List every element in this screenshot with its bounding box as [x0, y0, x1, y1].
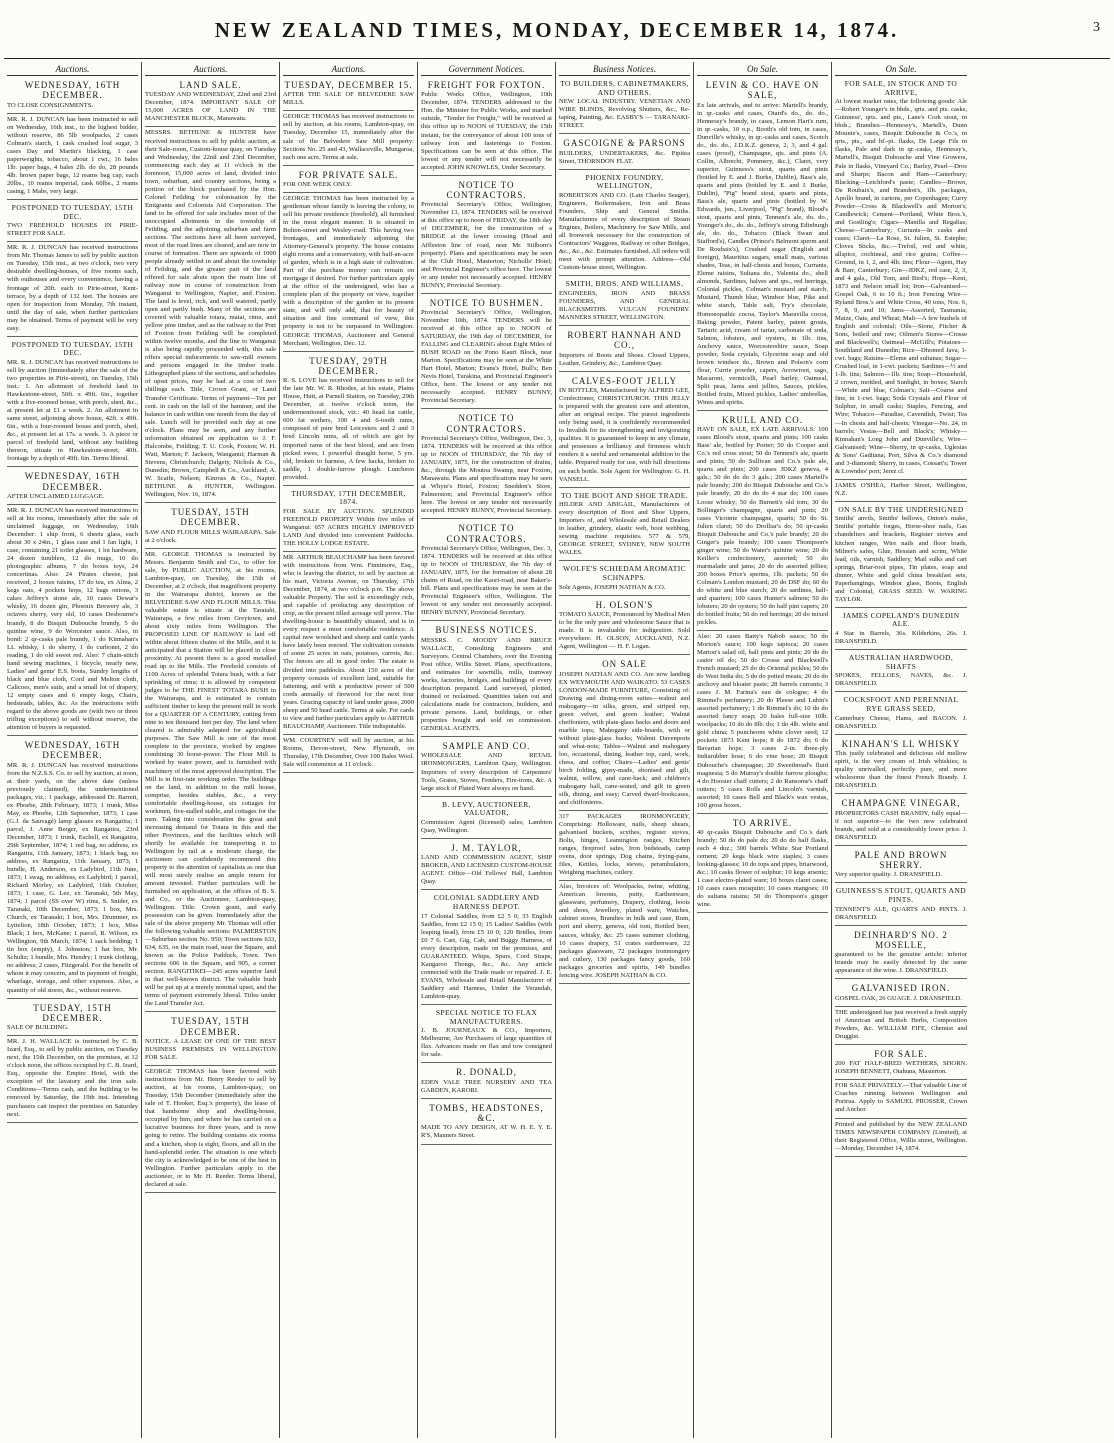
advertisement	[145, 1066, 276, 1192]
ad-heading: WEDNESDAY, 16TH DECEMBER.	[24, 80, 121, 101]
advertisement	[7, 242, 138, 336]
ad-heading: TOMBS, HEADSTONES, &C.	[429, 1102, 544, 1124]
newspaper-title: NEW ZEALAND TIMES, MONDAY, DECEMBER 14, 1874.	[214, 18, 900, 42]
ad-heading: SMITH, BROS. AND WILLIAMS,	[565, 279, 684, 289]
ad-body: ROBERTSON AND CO. (Late Charles Seager), Engineers, Boilermakers, Iron and Brass Founders, Ship and General Smiths. Manufacturers of every description of Steam Engines, Boilers, Machinery for Saw Mills, and all Ironwork necessary for the construction of Contractors' Waggons, Railway or other Bridges, &c., &c., &c. Estimates furnished. All orders will meet with prompt attention. Address—Old Custom-house street, Wellington.	[559, 192, 690, 272]
ad-body: At lowest market rates, the following goods: Ale—Robert Younger's in bhds., qrts. and pts. casks, Guinness', qrts. and pts., Lane's Cork stout, in bhds.; Brandies—Hennessy's, Martell's, Dunn Mounie's, cases, Bisquit Dubouche & Co.'s, in qrts., pts., and hf.-pt. flasks, De Large Fils in flasks, Pale and dark in qr.-casks, Hennessy's, Martell's, Bisquit Dubouche and Vine Growers, Pale in flasks, Vineyard Co.; Barley, Pearl—Dros and Sharps; Bacon and Ham—Canterbury; Blacking—Letchford's paste; Candles—Brown, De Roubaix's, and Brandon's, 1lb. packages, Apollo brand, in cartons, per Copenhagen; Curry Powder—Cross & Blackwell's and Morton's; Candlewick; Cement—Portland, White Bros.'s, and Gostling's; Cigars—Manilla and Regalias; Cheese—Canterbury; Currants—In casks and cases; Claret—La Rose, St. Julien, St. Estephe; Cloves Sticks, &c.—Trefoil, red and white, allspice, cochineal, and rice grains; Coffee—Ground, in 1, 2, and 4lb. tins; Flour—Agent, Hay & Barr, Canterbury; Gin—JDKZ, red case, 2, 3, and 4 gals., Old Tom, and Bird's; Hops—Kent, 1873 and Nelson small lot; Iron—Galvanised—Gospel Oak, 6 to 10 ft.; Iron Fencing Wire—Ryland Bros.'s and White Cross, 40 tons, Nos. 6, 7, 8, 9, and 10; Jams—Assorted, Tasmania; Maize, Oats, and Wheat; Malt—A few bushels of English and colonial; Oils—Stone, Fitcher & Sons, boiled and raw; Oilmen's Stores—Crosse and Blackwell's; Oatmeal—McGill's; Potatoes—Southland and Dunedin; Rice—Dhomed Java, 1-cwt. bags; Raisins—Eleme and sultanas; Sugar—Crushed loaf, in 1-cwt. packets; Sardines—½ and 1-lb. tins; Salmon—1lb. tins; Soap—Household, 2 crown, mottled, and Sunlight, in boxes; Starch—White and blue, Colman's; Salt—Coarse and fine, in 1-cwt. bags; Soda Crystals and Flour of Sulphur, in small casks; Staples, Fencing, and Wire; Tobacco—Paradise, Cavendish, Twist; Tea—In chests and half-chests; Vinegar—No. 24, in barrels; Vestas—Bell and Black's; Whisky—Kinnahan's Long John and Dunville's; Wire—Galvanised; Wine—Sherry, in qr-casks, Uglesias & Sons' Gaditana; Port, Silva & Co.'s diamond and 3-diamond; Sherry, in cases, Cossart's; Tower & Lowndes' port; Jerez cl.	[835, 98, 967, 475]
advertisement	[283, 486, 414, 552]
ad-heading: PHOENIX FOUNDRY, WELLINGTON,	[585, 172, 664, 191]
ad-body: TWO FREEHOLD HOUSES IN PIRIE-STREET FOR SALE.	[7, 222, 138, 238]
advertisement	[835, 1045, 967, 1080]
advertisement	[145, 503, 276, 549]
ad-heading: TO BUILDERS, CABINETMAKERS, AND OTHERS.	[560, 79, 689, 97]
ad-body: Commission Agent (licensed) sales; Lambton Quay, Wellington.	[421, 818, 552, 834]
ad-body: MADE TO ANY DESIGN, AT W. H. E. Y. E. R'S, Manners Street.	[421, 1124, 552, 1140]
column-5	[556, 62, 694, 1438]
ad-heading: LAND SALE.	[179, 80, 242, 90]
ad-heading: ON SALE BY THE UNDERSIGNED	[838, 504, 964, 514]
advertisement	[559, 881, 690, 983]
column-heading: Government Notices.	[421, 62, 552, 76]
advertisement	[559, 811, 690, 881]
ad-body: IN BOTTLES, Manufactured by ALFRED GEE, Confectioner, CHRISTCHURCH. THIS JELLY is prepared with the greatest care and attention, after an original recipe. The purest ingredients only being used, it is confidently recommended to Invalids for its strengthening and invigorating qualities. It is guaranteed to keep in any climate, and possesses a brilliancy and firmness which renders it a useful and ornamental addition to the table. Prepared ready for use, with full directions on each bottle. Sole Agent for Wellington: G. H. VANSELL.	[559, 387, 690, 483]
ad-heading: THURSDAY, 17TH DECEMBER, 1874.	[291, 488, 406, 507]
advertisement	[835, 883, 967, 925]
advertisement	[145, 76, 276, 127]
ad-body: MR. GEORGE THOMAS is instructed by Messrs. Benjamin Smith and Co., to offer for sale, by PUBLIC AUCTION, at his rooms, Lambton-quay, on Tuesday, the 15th of December, at 2 o'clock, that magnificent property in the Wairarapa district, known as the BELVEDERE SAW AND FLOUR MILLS. This valuable estate is situate at the Taratahi, Wairarapa, a few miles from Greytown, and about sixty miles from Wellington. The PROPOSED LINE OF RAILWAY is laid off within about fifteen chains of the Mills, and it is anticipated that a Station will be placed in close proximity. At present there is a good metalled road up to the Mills. The Freehold consists of 1100 Acres of splendid Totara bush, with a fair sprinkling of rimu; it is allowed by competent judges to be THE FINEST TOTARA BUSH in the Wairarapa, and is estimated to contain sufficient timber to keep the present mill in work for a QUARTER OF A CENTURY, cutting from nine to ten thousand feet per day. The land when cleared is admirably adapted for agricultural purposes. The Saw Mill is one of the most complete in the province, worked by engines combining 30 horse-power. The Flour Mill is worked by water power, and is furnished with machinery of the most approved description. The Mill is in first-rate working order. The buildings on the land, in addition to the mill house, comprise, besides stables, &c., a very comfortable dwelling-house, six cottages for workmen, five-stalled stable, and cottages for the men. Taking into consideration the great and increasing demand for Totara in this and the other Provinces, and the facilities which will shortly be available for transporting it to Wellington by rail at a moderate charge, the auctioneer can confidently recommend this property to the attention of capitalists as one that will most surely realise an ample return for amount invested. Further particulars will be furnished on application, at the offices of B. S. and Co., or the Auctioneer, Lambton-quay, Wellington. Title: Crown grant, and early possession can be given. Immediately after the sale of the above property Mr. Thomas will offer the following valuable sections: PALMERSTON—Suburban section No. 950; Town sections 633, 634, 635, on the main road, near the Square, and known as the Police Paddock, Town. Two sections 606 in the Square, and 905, a corner section. RANGITIKEI—245 acres superior land in that well-known district. The valuable bush will be put up at a merely nominal upset, and the terms of payment extremely liberal. Titles under the Land Transfer Act.	[145, 550, 276, 1008]
ad-body: ENGINEERS, IRON AND BRASS FOUNDERS, AND GENERAL BLACKSMITHS. VULCAN FOUNDRY. MANNERS STREET, WELLINGTON.	[559, 289, 690, 322]
ad-body: 40 qr-casks Bisquit Dubouche and Co.'s dark brandy; 50 do do pale do; 20 do do half flasks, each 4 doz.; 300 barrels White Star Portland cement; 20 kegs black wire staples; 3 cases looking-glasses; 10 do tops and pipes, briarwood, &c.; 10 casks flower of sulphur; 10 kegs arsenic; 1 case electro-plated ware; 10 boxes claret cases; 10 cases cases mosquito; 10 cases mangoes; 10 do sultana raisins; 50 do Thompson's ginger wine.	[697, 829, 828, 909]
ad-body: FOR SALE BY AUCTION. SPLENDID FREEHOLD PROPERTY Within five miles of Wanganui. 657 ACRES HIGHLY IMPROVED LAND And divided into convenient Paddocks. THE HOLLY LODGE ESTATE.	[283, 507, 414, 548]
column-1	[4, 62, 142, 1438]
ad-body: 17 Colonial Saddles, from £2 5 0; 33 English Saddles, from £2 15 0; 15 Ladies' Saddles (with leaping head), from £5 10 0; 120 Bridles, from £0 7 6. Cart, Gig, Cab, and Buggy Harness, of every description, made on the premises, and GUARANTEED. Whips, Spurs, Cord Straps, Kangaroo Thongs, &c., &c. Any article connected with the Trade made or repaired. J. E. EVANS, Wholesale and Retail Manufacturer of Saddlery and Harness, Under the Verandah, Lambton-quay.	[421, 912, 552, 1000]
advertisement	[697, 411, 828, 631]
advertisement	[835, 502, 967, 608]
ad-body: Public Works Office, Wellington, 10th December, 1874. TENDERS addressed to the Hon. the Minister for Public Works, and marked outside, "Tender for Freight," will be received at this office up to NOON of TUESDAY, the 15th instant, for the conveyance of about 100 tons of railway iron and fastenings to Foxton. Specifications can be seen at this office. The lowest or any tender will not necessarily be accepted. JOHN KNOWLES, Under Secretary.	[421, 91, 552, 171]
ad-body: FOR ONE WEEK ONLY.	[283, 180, 352, 188]
ad-body: Ex late arrivals, and to arrive: Martell's brandy, in qr.-casks and cases, Otard's do., do. do., Hennessy's brandy, in cases, Lemon Hart's rum, in qr.-casks, 10 o.p., Booth's old tom, in cases, Dunville's whisky, in qr.-casks and cases, Scotch do., do. do., J.D.K.Z. geneva, 2, 3, and 4 gal. cases (proof), Champagne, qts. and pints (A. Collin, Albrecht, Pommery, &c.), Claret, very superior, Guinness's stout, quarts and pints (bottled by E. and J. Burke, Dublin), Bass's ale, quarts and pints (bottled by E. and J. Burke, Dublin), "Pig" brand stout, quarts and pints, Bass's ale, quarts and pints (bottled by W. Edwards, jun., Liverpool, "Pig" brand), Blood's stout, quarts and pints, Tennent's ale, do. do., Younger's do., do. do., Jeffrey's strong Edinburgh ale, do. do., Tobacco (Black Swan and Stafford's), Candles (Prince's Belmont sperm and De Roubaix's), Crushed sugar (English and foreign), Mauritius sugars, small mats, various shades, Teas, in half-chests and boxes, Currants, Eleme raisins, Sultana do., Valentia do., shell almonds, Sardines, halves and qrs., red herrings, Colonial pickles, Colman's mustard and starch, Mustard, Thumb blue, Windsor blue, Pike and white starch, Table salt, Fry's chocolate, Homoeopathic cocoa, Taylor's Maravilla cocoa, Baking powder, Patent barley, patent groats, Tartaric acid, cream of tartar, carbonate of soda, Salmon, lobsters, and oysters, in 1lb. tins, Anchovy sauce, Worcestershire sauce, Soap powder, Soda crystals, Glycerine soap and old brown windsor do., Brown and Polson's corn flour, Currie powder, capers, Arrowroot, sago, Macaroni, vermicelli, Pearl barley, Oatmeal, Split peas, Jams and jellies, Sauces, pickles, Bottled fruits, Mixed pickles, Ladies' umbrellas, Wines and spirits.	[697, 101, 828, 406]
advertisement	[559, 276, 690, 326]
ad-heading: TUESDAY, 15TH DECEMBER.	[33, 1002, 112, 1023]
advertisement	[421, 797, 552, 839]
advertisement	[835, 1080, 967, 1118]
ad-heading: TUESDAY, 29TH DECEMBER.	[309, 355, 388, 376]
advertisement	[145, 127, 276, 502]
ad-heading: TUESDAY, DECEMBER 15.	[284, 80, 413, 90]
ad-body: Sole Agents, JOSEPH NATHAN & CO.	[559, 583, 666, 591]
advertisement	[421, 294, 552, 410]
advertisement	[835, 926, 967, 980]
advertisement	[283, 111, 414, 165]
ad-body: This justly celebrated and delicious old mellow spirit, is the very cream of Irish whiskies; is quality unrivalled, perfectly pure, and more wholesome than the finest French Brandy. J. DRANSFIELD.	[835, 750, 967, 790]
newspaper-columns	[4, 62, 1110, 1438]
ad-heading: TO THE BOOT AND SHOE TRADE.	[561, 490, 688, 500]
ad-body: WHOLESALE AND RETAIL IRONMONGERS, Lambton Quay, Wellington. Importers of every description of Carpenters' Tools, Grates, Stoves, Fenders, Fire-irons, &c. A large stock of Plated Ware always on hand.	[421, 752, 552, 792]
ad-body: Printed and published by the NEW ZEALAND TIMES NEWSPAPER COMPANY (Limited), at their Registered Office, Willis street, Wellington.—Monday, December 14, 1874.	[835, 1120, 967, 1152]
ad-body: JAMES O'SHEA, Harbor Street, Wellington, N.Z.	[835, 481, 967, 497]
advertisement	[283, 352, 414, 486]
ad-body: 317 PACKAGES IRONMONGERY, Comprising: Holloware, nails, sheep shears, galvanised buckets, scythes, register stoves, Bolts, hinges, Leamington ranges, Kitchen ranges, fireproof safes, Iron bedsteads, camp ovens, door springs, Dog chains, frying-pans, files, Kettles, locks, sieves, perambulators, Weighing machines, cutlery.	[559, 813, 690, 877]
ad-body: 200 FAT HALF-BRED WETHERS, SHORN. JOSEPH BENNETT, Otahuna, Masterton.	[835, 1060, 967, 1076]
ad-body: MR. R. J. DUNCAN has received instructions to sell at his rooms, immediately after the sale of unclaimed luggage, on Wednesday, 16th December: 1 ship front, 6 sheets glass, each about 30 x 24in., 1 glass case and 1 fan light, 1 case, containing 21 toilet glasses, 1 lot hardware, 24 dozen tumblers, 12 do mugs, 10 do photographic albums, 7 do boxes toys, 24 concertinas. Also: 24 Pirates cheese, just received, 2 boxes raisins, 17 do tea, ex Alma, 2 kegs oats, 4 pockets hops, 12 bags onions, 3 cakes Jeffrey's stone ale, 10 cases Dewar's whisky, 16 dozen gin, Phoenix Brewery ale, 3 octaves sherry, very old, 10 cases Desbourne's brandy, 8 do Bisquit Dubouche brandy, 5 do quinine wine, 9 do Worcester sauce. Also, in bond: 2 qr-casks pale brandy, 1 do Kinnahan's LL whisky, 1 do sherry, 1 do curbonet, 2 do reading, 1 do old sweet red. Also: 7 chain-stitch hand sewing machines, 1 bicycle, nearly new, Ladies' and gents' E.S. boots, Sundry lengths of black and blue cloth, Cord and Melton cloth, Calicoes, men's suits, and a small lot of drapery, 12 empty cases and 6 empty kegs, Chairs, bedsteads, tables, &c. As the instructions with regard to the above goods are (with two or three trifling exceptions) to sell without reserve, the attention of buyers is requested.	[7, 507, 138, 731]
ad-heading: SPECIAL NOTICE TO FLAX MANUFACTURERS.	[435, 1007, 538, 1026]
ad-body: MESSRS. BETHUNE & HUNTER have received instructions to sell by public auction, at their Sale-room, Custom-house quay, on Tuesday and Wednesday, the 22nd and 23rd December, commencing each day at 11 o'clock in the forenoon, 15,000 acres of land, divided into town, suburban, and country sections, being a portion of the block purchased by the Hon. Colonel Feilding for colonisation by the Emigrants and Colonists Aid Corporation. The land to be offered for sale includes most of the unoccupied allotments in the township of Feilding, and the adjoining suburban and farm sections. The sections have all been surveyed, most of the road lines are cleared, and are now in course of formation. There are upwards of 1000 people already settled in and about the township of Feilding, and the greater part of the land offered for sale abuts upon the main line of railway now in course of construction from Wanganui to Wellington, Napier, and Foxton. The land is level, rich, and well watered, partly open and partly bush. Many of the sections are covered with valuable totara, matai, rimu, and yellow pine timber, and as the railway to the Port of Foxton from Feilding will be completed within twelve months, and the line to Wanganui is also being rapidly proceeded with, this sale offers special inducements to saw-mill owners and persons engaged in the timber trade. Lithographed plans of the sections, and schedules of upset prices, may be had at a cost of two shillings each. Title, Crown Grant, or Land Transfer Certificate. Terms of payment—Ten per cent. in cash on the fall of the hammer, and the balance in cash within one month from the day of sale. Lunch will be provided each day at one o'clock. Plans may be seen, and any further information obtained on application to J. F. Halcombe, Feilding; T. U. Cook, Foxton; W. H. Watt, Marton; F. Jackson, Wanganui; Harman & Stevens, Christchurch; Dalgety, Nichols & Co., Dunedin; Brown, Campbell & Co., Auckland; A. W. Scaife, Nelson; Kinross & Co., Napier. BETHUNE & HUNTER, Wellington. Wellington, Nov. 16, 1874.	[145, 129, 276, 498]
ad-heading: H. OLSON'S	[595, 599, 654, 610]
column-2	[142, 62, 280, 1438]
advertisement	[697, 814, 828, 914]
advertisement	[697, 631, 828, 814]
advertisement	[421, 519, 552, 621]
advertisement	[421, 1063, 552, 1098]
ad-heading: COLONIAL SADDLERY AND HARNESS DEPOT.	[433, 893, 540, 911]
advertisement	[835, 650, 967, 692]
ad-heading: NOTICE TO CONTRACTORS.	[446, 523, 527, 544]
ad-body: HILDER AND ABIGAIL, Manufacturers of every description of Boot and Shoe Uppers, Importers of, and Wholesale and Retail Dealers in leather, grindery, elastic web, boot webbing, sewing machine requisites. 577 & 579, GEORGE STREET, SYDNEY, NEW SOUTH WALES.	[559, 501, 690, 557]
ad-body: NEW LOCAL INDUSTRY. VENETIAN AND WIRE BLINDS, Revolving Shutters, &c., Re-taping, Painting, &c. EASBY'S — TARANAKI-STREET.	[559, 98, 690, 130]
ad-body: Also: 20 cases Batty's Nabob sauce; 50 do Morton's sauce; 100 kegs tapioca; 20 cases Marton's salad oil, half pints and pints; 20 do do castor oil do; 50 do Crosse and Blackwell's French mustard; 25 do do Oriental pickles; 50 do do West India do; 5 do do potted meats; 20 do do anchovy and bloater paste; 28 barrels currants; 3 cases J. M. Farina's eau de cologne; 4 do Rimmel's perfumery; 20 do Pleese and Lubin's assorted perfumery; 1 do Rimmel's do; 10 do do assorted fancy soap; 20 bales full-size 10lb. woolpacks; 10 do do 8lb. do; 1 do 4lb. white and gold china; 5 puncheons white clover seed; 12 pockets 1873 Kent hops; 8 do 1872 do; 6 do Bavarian hops; 3 cases 2-in. three-ply Indiarubber hose; 6 do vine hose; 20 Bisquit Dubouche's champagne; 20 Sweetbread's fluid magnesia; 5 do Murray's double furrow ploughs; 4 do Hoosier chaff cutters; 2 do Ransome's chaff cutters; 5 cases Rolls and Lincoln's varnish, assorted; 10 cases Bell and Black's wax vestas, 100 gross boxes.	[697, 633, 828, 809]
advertisement	[283, 552, 414, 735]
ad-body: NOTICE. A LEASE OF ONE OF THE BEST BUSINESS PREMISES IN WELLINGTON FOR SALE.	[145, 1038, 276, 1062]
advertisement	[421, 1099, 552, 1145]
column-heading: On Sale.	[835, 62, 967, 76]
ad-body: Provincial Secretary's Office, Wellington, Dec. 3, 1874. TENDERS will be received at this office up to NOON of THURSDAY, the 7th day of JANUARY, 1875, for the formation of about 28 chains of Road, on the Kaori-road, near Baker's-hill. Plans and specifications may be seen at the Provincial Engineer's office, Wellington. The lowest or any tender not necessarily accepted. HENRY BUNNY, Provincial Secretary.	[421, 545, 552, 617]
column-heading: Auctions.	[283, 62, 414, 76]
ad-body: THE undersigned has just received a fresh supply of American and British Herbs, Composition Powders, &c. WILLIAM FIFE, Chemist and Druggist.	[835, 1008, 967, 1040]
ad-body: J. B. JOURNEAUX & CO., Importers, Melbourne, Are Purchasers of large quantities of flax. Advances made on flax and tow consigned for sale.	[421, 1027, 552, 1059]
ad-heading: LEVIN & CO. HAVE ON SALE,	[705, 80, 820, 101]
ad-body: Importers of Boots and Shoes. Closed Uppers, Leather, Grindery, &c., Lambton Quay.	[559, 351, 690, 367]
ad-heading: WOLFE'S SCHIEDAM AROMATIC SCHNAPPS.	[562, 564, 687, 583]
ad-body: AFTER UNCLAIMED LUGGAGE.	[7, 493, 105, 501]
ad-body: TOMATO SAUCE, Pronounced by Medical Men to be the only pure and wholesome Sauce that is made. It is invaluable for indigestion. Sold everywhere. H. OLSON, AUCKLAND, N.Z. Agent, Wellington — H. F. Logan.	[559, 611, 690, 651]
advertisement	[697, 76, 828, 411]
advertisement	[835, 480, 967, 502]
column-4	[418, 62, 556, 1438]
ad-heading: ON SALE	[602, 659, 647, 670]
ad-heading: NOTICE TO CONTRACTORS.	[446, 179, 527, 200]
advertisement	[421, 737, 552, 797]
ad-body: Provincial Secretary's Office, Wellington, November 13, 1874. TENDERS will be received at this office up to noon of FRIDAY, the 18th day of DECEMBER, for the construction of a BRIDGE at the lower crossing (Head and Affleston line of road, near Mr. Stilborn's property). Plans and specifications may be seen at the Club Hotel, Masterton; Nicholls' Hotel; and Provincial Engineer's office here. The lowest or any tender not necessarily accepted. HENRY BUNNY, Provincial Secretary.	[421, 201, 552, 289]
ad-body: WM. COURTNEY will sell by auction, at his Rooms, Devon-street, New Plymouth, on Thursday, 17th December, Over 100 Bales Wool. Sale will commence at 11 o'clock.	[283, 736, 414, 768]
ad-body: MR. ARTHUR BEAUCHAMP has been favored with instructions from Wm. Finnimore, Esq., who is leaving the district, to sell by auction at his mart, Victoria Avenue, on Thursday, 17th December, 1874, at two o'clock p.m. The above valuable Property. The soil is exceedingly rich, and capable of producing any description of crop, as the present tilled acreage will prove. The dwelling-house is beautifully situated, and is in every respect a most comfortable residence. A capital new woolshed and sheep and cattle yards have lately been erected. The cultivation consists of some 25 acres in oats, potatoes, carrots, &c. The fences are all in good order. The estate is divided into paddocks. About 150 acres of the property consists of excellent land, suitable for fattening, and with a productive power of 500 cords annually of firewood for the next four years. Grazing capacity of land under grass, 2000 sheep and 50 head cattle. Terms at sale. For cards to view and further particulars apply to ARTHUR BEAUCHAMP, Auctioneer. Title indisputable.	[283, 554, 414, 730]
advertisement	[421, 621, 552, 737]
advertisement	[421, 839, 552, 890]
advertisement	[7, 1036, 138, 1122]
advertisement	[283, 735, 414, 773]
column-heading: Auctions.	[7, 62, 138, 76]
ad-body: JOSEPH NATHAN AND CO. Are now landing EX WEYMOUTH AND WAIKATO. 53 CASES LONDON-MADE FURNITURE, Consisting of: Drawing and dining-room suites—walnut and mahogany—in silks, green, and striped rep, green velvet, and green leather; Walnut cheffoniers, with plate-glass backs and doors and marble tops; Mahogany side-boards, with or without plate-glass backs; Walnut Davenports and what-nots; Tables—Walnut and mahogany loo, occasional, dining, leather top, card, work, chess, and coffee; Chairs—Ladies' and gents' birch folding, gipsy-made, ebonised and gilt, walnut, willow, and cane-back; and children's mahogany hall, cane-seated, and gilt in green silk, dining, and easy; Carved dwarf-bookcases, and chiffonieres.	[559, 670, 690, 807]
ad-body: SALE OF BUILDING.	[7, 1024, 69, 1032]
ad-body: R. S. LOVE has received instructions to sell for the late Mr. W. R. Rhodes, at his estate, Plains House, Hutt, at Parnell Station, on Tuesday, 29th December, at twelve o'clock noon, the undermentioned stock, viz.: 40 head fat cattle, 600 fat wethers, 100 4 and 6-tooth rams, composed of pure bred Leicesters and 2 and 3 bred Lincoln rams, all of which are got by imported rams of the best blood, and are from picked ewes, 1 powerful draught horse, 5 yrs. old, broken to harness, A few hacks, broken to saddle, 1 double-furrow plough. Luncheon provided.	[283, 377, 414, 481]
ad-heading: COCKSFOOT AND PERENNIAL RYE GRASS SEED,	[843, 695, 959, 713]
advertisement	[559, 372, 690, 488]
ad-heading: PALE AND BROWN SHERRY.	[854, 849, 948, 870]
ad-heading: SAMPLE AND CO.	[442, 741, 531, 752]
advertisement	[559, 561, 690, 595]
advertisement	[835, 1007, 967, 1045]
ad-heading: WEDNESDAY, 16TH DECEMBER.	[24, 471, 121, 492]
advertisement	[7, 467, 138, 505]
advertisement	[421, 890, 552, 1005]
ad-body: FOR SALE PRIVATELY.—That valuable Line of Coaches running between Wellington and Porirua. Apply to SAMUEL PROSSER, Crown and Anchor.	[835, 1082, 967, 1114]
ad-body: LAND AND COMMISSION AGENT, SHIP BROKER, AND LICENSED CUSTOM-HOUSE AGENT. Office—Old Fellows' Hall, Lambton Quay.	[421, 854, 552, 886]
ad-body: GEORGE THOMAS has been instructed by a gentleman whose family is leaving the colony, to sell his private residence (freehold), all furnished in the most elegant manner. It is situated in Bolton-street and Wesley-road. This having two frontages, and immediately adjoining the Attorney-General's property. The house contains eight rooms and a conservatory, with half-an-acre of garden, which is in a high state of cultivation. Part of the purchase money can remain on mortgage if desired. For further particulars apply at the office of the undersigned, who has a complete plan of the property on view, together with a description of the garden in its present state, and will only add, that for beauty of situation and fine command of view, this property is not to be surpassed in Wellington. GEORGE THOMAS, Auctioneer and General Merchant, Wellington, Dec. 12.	[283, 194, 414, 347]
ad-heading: FOR SALE, IN STOCK AND TO ARRIVE,	[844, 79, 958, 97]
advertisement	[835, 1119, 967, 1157]
advertisement	[559, 488, 690, 562]
advertisement	[7, 736, 138, 999]
advertisement	[835, 735, 967, 795]
ad-body: SAW AND FLOUR MILLS WAIRARAPA. Sale at 2 o'clock.	[145, 528, 276, 544]
ad-heading: B. LEVY, AUCTIONEER, VALUATOR,	[442, 799, 531, 818]
ad-heading: AUSTRALIAN HARDWOOD, SHAFTS	[848, 653, 954, 671]
column-heading: Business Notices.	[559, 62, 690, 76]
ad-body: MESSRS. C. MOODY AND BRUCE WALLACE, Consulting Engineers and Surveyors. Central Chambers, over the Evening Post office, Willis Street. Plans, specifications, and estimates for sawmills, mills, tramway works, factories, bridges, and buildings of every description prepared. Land surveyed, plotted, drained or reclaimed. Quantities taken out and calculations made for contractors, builders, and private persons. Land, buildings, or other properties bought and sold on commission. GENERAL AGENTS.	[421, 636, 552, 733]
masthead	[0, 0, 1114, 62]
ad-body: PROPRIETORS CASH BRANDY, fully equal—if not superior—to the two new celebrated brands, and sold at a considerably lower price. J. DRANSFIELD.	[835, 809, 967, 841]
ad-heading: POSTPONED TO TUESDAY, 15TH DEC.	[11, 203, 134, 221]
ad-body: Very superior quality. J. DRANSFIELD.	[835, 871, 943, 879]
advertisement	[421, 1005, 552, 1063]
column-heading: On Sale.	[697, 62, 828, 76]
ad-body: Provincial Secretary's Office, Wellington, Dec. 3, 1874. TENDERS will be received at this office up to NOON of THURSDAY, the 7th day of JANUARY, 1875, for the construction of drains, &c., through the Moutoa Swamp, near Foxton, Manawatu. Plans and specifications may be seen at Whyte's Hotel, Foxton; Sneddon's Store, Palmerston; and Provincial Engineer's office here. The lowest or any tender not necessarily accepted. HENRY BUNNY, Provincial Secretary.	[421, 435, 552, 515]
ad-body: AFTER THE SALE OF BELVEDERE SAW MILLS.	[283, 91, 414, 107]
advertisement	[559, 170, 690, 277]
ad-body: TENNENT'S ALE, QUARTS AND PINTS. J. DRANSFIELD.	[835, 905, 967, 921]
advertisement	[835, 76, 967, 480]
advertisement	[559, 596, 690, 656]
ad-heading: J. M. TAYLOR,	[451, 842, 522, 853]
advertisement	[421, 409, 552, 519]
ad-body: guaranteed to be the genuine article; inferior brands may be easily detected by the same appearance of the wine. J. DRANSFIELD.	[835, 951, 967, 975]
page-number: 3	[1093, 20, 1100, 35]
ad-body: BUILDERS, UNDERTAKERS, &c. Pipitea Street, THORNDON FLAT.	[559, 149, 690, 165]
ad-body: Smiths' anvils, Smiths' bellows, Onion's make, Smiths' portable forges, Horse-shoe nails, Gas chandeliers and brackets, Register stoves and kitchen ranges, Wire nails and floor brads, Milner's safes, Glue, Hessian and scrim, White lead, oils, varnish, Saddlery, Mail sulks and cart springs, Briar-root pipes, Tin plates, soap and dinner, White and gold china breakfast sets, Paperhangings, Windsor glass, Boots, English and Colonial, GRASS SEED. W. WARING TAYLOR.	[835, 515, 967, 603]
ad-body: GEORGE THOMAS has received instructions to sell by auction, at his rooms, Lambton-quay, on Tuesday, December 15, immediately after the sale of the Belvedere Saw Mill property: Sections No. 25 and 43, Wallaceville, Mungaroa, each one acre. Terms at sale.	[283, 113, 414, 161]
ad-heading: FREIGHT FOR FOXTON.	[427, 80, 546, 90]
masthead-rule	[4, 58, 1110, 59]
ad-heading: KRULL AND CO.	[722, 414, 803, 425]
ad-body: GOSPEL OAK, 26 GUAGE. J. DRANSFIELD.	[835, 994, 963, 1002]
ad-body: MR. R. J. DUNCAN has received instructions to sell by auction (immediately after the sale of the two properties in Pirie-street), on Tuesday, 15th inst.: 1. An allotment of freehold land in Hawkestone-street, 50ft. x 49ft. 6in., together with a five-roomed house, with porch, shed, &c., at present let at £1 a week. 2. An allotment in same street, adjoining above house, 42ft. x 49ft. 6in., with a four-roomed house and porch, shed, &c., at present let at 17s. a week. 3. A piece or parcel of freehold land, without any building thereon, situate in Hawkestone-street, 40ft. frontage by a depth of 49ft. 6in. Terms liberal.	[7, 358, 138, 463]
advertisement	[7, 505, 138, 736]
advertisement	[559, 655, 690, 811]
advertisement	[835, 608, 967, 650]
ad-body: MR. R. J. DUNCAN has been instructed to sell on Wednesday, 16th inst., to the highest bidder, without reserve, 86 5lb woolpacks, 2 cases Colman's starch, 1 cask crushed loaf sugar, 3 cases Day and Martin's blacking, 1 case paperweights, tobacco, about 1 cwt., 16 bales 1lb. paper bags, 4 bales 2lb. do do, 28 pounds 4lb. brown paper bags, 12 reams bag cap, each 20lbs., 10 reams imperial, cask 60lbs., 2 reams casing, 1 Mabs, very large.	[7, 115, 138, 195]
column-6	[694, 62, 832, 1438]
ad-body: 4 Star in Barrels, 36s. Kilderkins, 26s. J. DRANSFIELD.	[835, 630, 967, 646]
advertisement	[835, 692, 967, 734]
ad-body: MR. R. J. DUNCAN has received instructions from Mr. Thomas James to sell by public auction on Tuesday, 15th inst., at two o'clock, two very desirable dwelling-houses, of five rooms each, with outhouses and every convenience, having a frontage of 20ft. each to Pirie-street, Kent-terrace, by a depth of 132 feet. The houses are open for inspection from Monday, 7th instant, until the day of sale, when further particulars may be obtained. Terms of payment will be very easy.	[7, 244, 138, 332]
advertisement	[145, 549, 276, 1013]
ad-heading: GALVANISED IRON.	[851, 983, 951, 994]
ad-heading: NOTICE TO CONTRACTORS.	[446, 413, 527, 434]
ad-body: TUESDAY AND WEDNESDAY, 22nd and 23rd December, 1874. IMPORTANT SALE OF 15,000 ACRES OF LAND IN THE MANCHESTER BLOCK, Manawatu.	[145, 91, 276, 123]
advertisement	[283, 76, 414, 111]
ad-body: EDEN VALE TREE NURSERY AND TEA GARDEN, KARORI.	[421, 1078, 552, 1094]
ad-body: Provincial Secretary's Office, Wellington, November 10th, 1874. TENDERS will be received at this office up to NOON of SATURDAY, the 19th day of DECEMBER, for FALLING and CLEARING about Eight Miles of BUSH ROAD on the Pono Kauri Block, near Marton. Specifications may be seen at the White Hart Hotel, Marton; Evans's Hotel, Bull's; Ben Nevis Hotel, Turakina, and Provincial Engineer's Office, here. The lowest or any tender not necessarily accepted. HENRY BUNNY, Provincial Secretary.	[421, 309, 552, 405]
ad-body: Also, Invoices of: Woolpacks, twine, whiting, American brooms, putty, Earthenware, glassware, perfumery, Drapery, clothing, boots and shoes, Jewellery, plated ware, Watches, cabinet stores, Brandies in bulk and case, Rum, port and sherry, geneva, old tom, Bottled beer, sauces, whisky, &c. 25 cases summer clothing, 10 cases drapery, 51 crates earthenware, 22 packages glassware, 72 packages ironmongery and cutlery, 130 packages fancy goods, 160 packages groceries and spirits, 149 bundles fencing wire. JOSEPH NATHAN & CO.	[559, 883, 690, 979]
ad-body: MR. R. J. DUNCAN has received instructions from the N.Z.S.S. Co. to sell by auction, at noon, at their yards, on the above date (unless previously claimed), the undermentioned packages, viz.: 1 package, addressed Dr. Barrett, ex Phoebe, 28th February, 1873; 1 trunk, Miss May, ex Phoebe, 12th September, 1873; 1 case (G.J. da Sauvagé) lamp glasses ex Rangatira; 1 parcel, J. Anne Berger, ex Rangatira, 23rd December, 1873; 1 trunk, Eschell, ex Rangatira, 29th September, 1874; 1 red bag, no address, ex Rangatira, 11th January, 1873; 1 black bag, no address, ex Rangatira, 11th January, 1873; 1 bundle, H. Anderson, ex Ladybird, 11th June, 1873; 1 swag, no address, ex Ladybird; 1 parcel, Richard Morley, ex Ladybird, 16th October, 1873; 1 case, G. Lee, ex Taranaki, 5th May, 1874; 1 parcel (SS over W) rims, S. Snider, ex Taranaki, 10th December, 1873; 1 box, Mrs. Church, ex Taranaki; 1 box, Mrs. Drummer, ex Lyttelton, 18th October, 1873; 1 box, Miss Black; 1 box, McKane; 1 parcel, R. Wilson, ex Wellington, 9th March, 1874; 1 sack bedding; 1 tin box (empty), J. Johnston; 1 hat box, Mr. Schultz; 1 bundle, Mrs. Hendry; 1 trunk clothing, no address; 2 cases, Fitzgerald. For the benefit of whom it may concern, and in payment of freight, wharfage, storage, and other expenses. Also, a quantity of old stores, &c., without reserve.	[7, 761, 138, 994]
advertisement	[559, 326, 690, 372]
ad-heading: R. DONALD,	[456, 1067, 517, 1078]
ad-heading: JAMES COPELAND'S DUNEDIN ALE.	[842, 610, 960, 629]
ad-heading: CHAMPAGNE VINEGAR,	[841, 798, 961, 809]
ad-body: GEORGE THOMAS has been favored with instructions from Mr. Henry Reeder to sell by auction, at his rooms, Lambton-quay, on Tuesday, 15th December (immediately after the sale of T. Hooker, Esq.'s property), the lease of that handsome shop and dwelling-house, occupied by him, and where he has carried on a lucrative business for three years, and is now going to retire. The building contains six rooms and a kitchen, shop is eight, floors, and all in the hand-splendid order. The situation is one which the city is acknowledged to be one of the best in Wellington. Further particulars apply to the auctioneer, or to Mr. H. Reeder. Terms liberal, declared at sale.	[145, 1068, 276, 1188]
advertisement	[145, 1012, 276, 1066]
ad-body: TO CLOSE CONSIGNMENTS.	[7, 101, 94, 109]
column-3	[280, 62, 418, 1438]
ad-heading: WEDNESDAY, 16TH DECEMBER.	[24, 739, 121, 761]
advertisement	[421, 76, 552, 176]
column-heading: Auctions.	[145, 62, 276, 76]
ad-heading: BUSINESS NOTICES.	[435, 625, 538, 636]
ad-heading: TUESDAY, 15TH DECEMBER.	[171, 506, 250, 528]
ad-heading: KINAHAN'S LL WHISKY	[841, 738, 961, 749]
advertisement	[7, 337, 138, 468]
ad-heading: ROBERT HANNAH AND CO.,	[567, 330, 682, 351]
advertisement	[835, 979, 967, 1006]
ad-heading: FOR PRIVATE SALE.	[298, 169, 399, 180]
ad-heading: CALVES-FOOT JELLY	[571, 375, 678, 386]
advertisement	[7, 76, 138, 114]
advertisement	[559, 134, 690, 169]
advertisement	[835, 794, 967, 845]
advertisement	[835, 846, 967, 884]
advertisement	[559, 76, 690, 134]
advertisement	[283, 166, 414, 193]
ad-heading: NOTICE TO BUSHMEN.	[429, 297, 544, 308]
advertisement	[421, 176, 552, 294]
ad-heading: FOR SALE.	[874, 1048, 928, 1059]
ad-heading: GASCOIGNE & PARSONS	[563, 138, 686, 149]
ad-heading: GUINNESS'S STOUT, QUARTS AND PINTS.	[835, 886, 967, 904]
advertisement	[7, 999, 138, 1037]
ad-heading: TUESDAY, 15TH DECEMBER.	[171, 1016, 250, 1037]
ad-body: Canterbury Cheese, Hams, and BACON. J. DRANSFIELD.	[835, 714, 967, 730]
advertisement	[7, 200, 138, 242]
ad-heading: DEINHARD'S NO. 2 MOSELLE,	[854, 929, 948, 951]
ad-heading: TO ARRIVE.	[732, 817, 793, 828]
ad-body: MR. J. H. WALLACE is instructed by C. B. Izard, Esq., to sell by public auction, on Tuesday next, the 15th December, on the premises, at 12 o'clock noon, the offices occupied by C. B. Izard, Esq., opposite the Empire Hotel, with the exception of the lavatory and the iron safe. Conditions—Terms cash, and the building to be removed by Saturday, the 19th inst. Intending purchasers can inspect the premises on Saturday next.	[7, 1038, 138, 1118]
ad-heading: POSTPONED TO TUESDAY, 15TH DEC.	[11, 339, 134, 358]
ad-body: HAVE ON SALE, EX LATE ARRIVALS: 100 cases Blood's stout, quarts and pints; 100 casks Bass' ale, bottled by Porter; 50 do Cooper and Co.'s red cross stout; 50 do Tennent's ale, quarts and pints; 50 do Sullivan and Co.'s pale ale, quarts and pints; 200 cases JDKZ geneva, 4 gals.; 50 do do do 3 gals.; 200 cases Martell's pale brandy; 200 do Bisquit Dubouche and Co.'s pale brandy; 20 do do do 4 star do; 100 cases Loose whisky; 50 do Burnett's old tom; 30 do Bollinger's champagne, quarts and pints; 20 cases Vicomte champagne, quarts; 50 do St. Julien claret; 50 do Drolliar's do; 50 qr-casks Bisquit Dubouche and Co.'s pale brandy; 20 do Ginger's pale brandy; 100 cases Thompson's ginger wine; 50 do Water's quinine wine; 20 do Keiller's confectionery, assorted; 50 do marmalade and jams; 20 do do assorted jellies; 200 boxes Price's sperms, 1lb. packets; 50 do Colman's London mustard; 20 do DSF do; 60 do do white and blue starch; 20 do sardines, half- and quarters; 100 cases Hunter's salmon; 50 do lobsters; 20 do oysters; 50 do half pint capers; 20 do bottled fruits; 50 do red herrings; 20 do mixed pickles.	[697, 426, 828, 626]
ad-body: SPOKES, FELLOES, NAVES, &c. J. DRANSFIELD.	[835, 672, 967, 688]
advertisement	[283, 193, 414, 352]
column-7	[832, 62, 970, 1438]
advertisement	[7, 114, 138, 200]
